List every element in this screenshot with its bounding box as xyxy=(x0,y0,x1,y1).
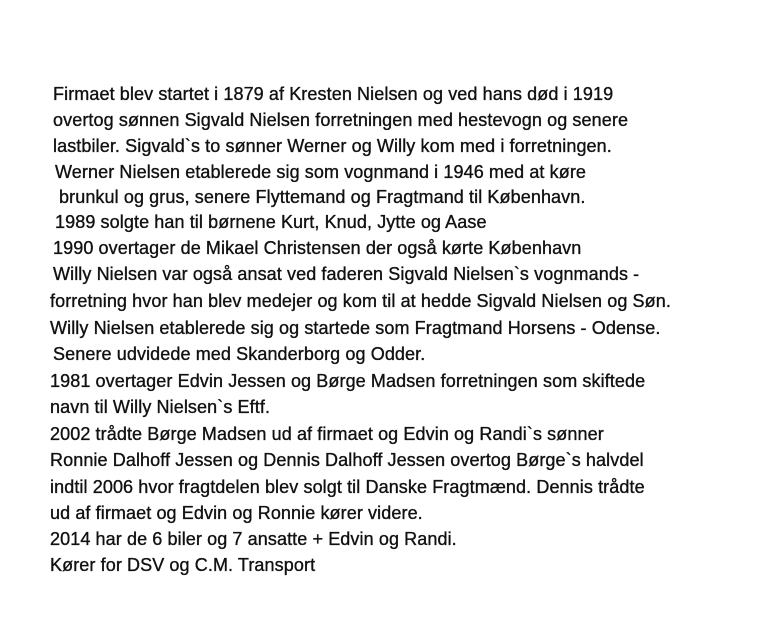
text-line: Senere udvidede med Skanderborg og Odder. xyxy=(53,344,426,364)
text-line: navn til Willy Nielsen`s Eftf. xyxy=(50,397,271,417)
text-line: Willy Nielsen var også ansat ved faderen Sigvald Nielsen`s vognmands - xyxy=(53,264,640,284)
text-line: Kører for DSV og C.M. Transport xyxy=(50,555,316,575)
text-line: forretning hvor han blev medejer og kom til at hedde Sigvald Nielsen og Søn. xyxy=(50,291,671,311)
text-line: 2014 har de 6 biler og 7 ansatte + Edvin og Randi. xyxy=(50,529,457,549)
text-line: 1981 overtager Edvin Jessen og Børge Madsen forretningen som skiftede xyxy=(50,371,646,391)
text-line: Willy Nielsen etablerede sig og startede som Fragtmand Horsens - Odense. xyxy=(50,318,661,338)
text-line: Firmaet blev startet i 1879 af Kresten Nielsen og ved hans død i 1919 xyxy=(53,84,614,104)
text-line: indtil 2006 hvor fragtdelen blev solgt til Danske Fragtmænd. Dennis trådte xyxy=(50,477,645,497)
text-line: Werner Nielsen etablerede sig som vognmand i 1946 med at køre xyxy=(55,162,587,182)
text-line: Ronnie Dalhoff Jessen og Dennis Dalhoff Jessen overtog Børge`s halvdel xyxy=(50,450,644,470)
text-line: lastbiler. Sigvald`s to sønner Werner og Willy kom med i forretningen. xyxy=(53,136,612,156)
text-line: 1989 solgte han til børnene Kurt, Knud, Jytte og Aase xyxy=(55,212,487,232)
text-line: brunkul og grus, senere Flyttemand og Fragtmand til København. xyxy=(59,187,586,207)
text-line: 2002 trådte Børge Madsen ud af firmaet og Edvin og Randi`s sønner xyxy=(50,424,604,444)
text-line: overtog sønnen Sigvald Nielsen forretningen med hestevogn og senere xyxy=(53,110,629,130)
text-line: ud af firmaet og Edvin og Ronnie kører videre. xyxy=(50,503,423,523)
text-line: 1990 overtager de Mikael Christensen der også kørte København xyxy=(53,238,582,258)
